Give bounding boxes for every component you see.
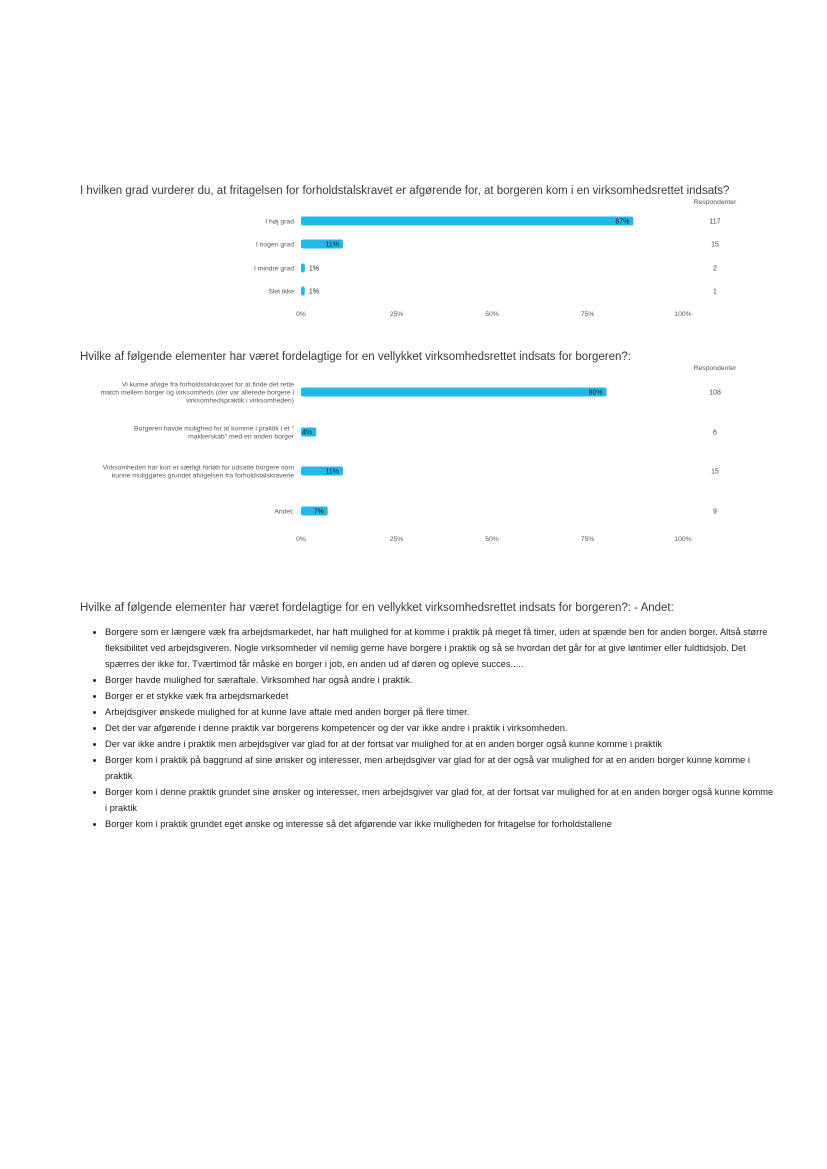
list-item: • Borger kom i praktik grundet eget ønske og interesse så det afgørende var ikke muligheden for fritagelse for forholdstallene [105,817,775,833]
chart2-respondents-2: 15 [711,468,719,476]
chart1-title: I hvilken grad vurderer du, at fritagelsen for forholdstalskravet er afgørende for, at borgeren kom i en virksomhedsrettet indsats? [80,185,730,197]
chart1-value-label-0: 87% [615,218,630,226]
list-item: • Borger kom i denne praktik grundet sine ønsker og interesser, men arbejdsgiver var glad for, at der fortsat var mulighed for at en anden borger også kunne komme i praktik [105,785,775,817]
chart1-category-label-3: Slet ikke [268,288,294,296]
chart1-value-label-2: 1% [308,265,319,273]
chart1-value-label-3: 1% [308,288,319,296]
chart1-xtick-2: 50% [485,311,499,318]
list-item: • Borger kom i praktik på baggrund af sine ønsker og interesser, men arbejdsgiver var glad for at der også var mulighed for at en anden borger kunne komme i praktik [105,753,775,785]
list-item: • Borgere som er længere væk fra arbejdsmarkedet, har haft mulighed for at komme i praktik på meget få timer, uden at spænde ben for anden borger. Altså større fleksibilitet ved arbejdsgiveren. Nogle virksomheder vil nemlig gerne have borgere i praktik og så se hvordan det går for at give løntimer eller fuldtidsjob. Det spærres der ikke for. Tværtimod får måske en borger i job, en anden ud af døren og oplevе succes..... [105,625,775,673]
chart1-respondents-3: 1 [713,288,717,296]
chart2-category-label-0: Vi kunne afvige fra forholdstalskravet for at finde det rette match mellem borger og virksomheds (der var allerede borgere i virksomhedspraktik i virksomheden) [100,381,294,405]
chart1-xtick-3: 75% [580,311,595,318]
chart2-respondents-0: 108 [709,389,721,397]
chart2-title: Hvilke af følgende elementer har været fordelagtige for en vellykket virksomhedsrettet indsats for borgeren?: [80,351,631,363]
chart2-value-label-3: 7% [313,508,324,516]
chart1-xtick-0: 0% [296,311,306,318]
list-item: • Det der var afgørende i denne praktik var borgerens kompetencer og der var ikke andre i praktik i virksomheden. [105,721,775,737]
chart2-bar-0 [301,388,607,397]
chart2-category-label-2: Virksomheden har kort et særligt forløb for udsatte borgere som kunne muliggøres grundet afvigelsen fra forholdstalskravene [102,464,294,480]
chart1-xtick-4: 100% [674,311,692,318]
chart1-respondents-0: 117 [709,218,721,226]
chart1-xtick-1: 25% [389,311,404,318]
chart1-respondents-header: Respondenter [693,199,737,206]
chart2-value-label-2: 11% [325,468,340,476]
chart1-respondents-2: 2 [713,265,717,273]
chart2-xtick-0: 0% [296,536,306,543]
chart1-category-label-2: I mindre grad [253,265,294,273]
chart2-value-label-0: 80% [588,389,603,397]
chart1-category-label-1: I nogen grad [255,241,294,249]
chart2-value-label-1: 4% [302,429,313,437]
chart2-xtick-3: 75% [580,536,595,543]
list-item: • Borger er et stykke væk fra arbejdsmarkedet [105,689,775,705]
chart2-respondents-header: Respondenter [693,365,737,372]
list-item: • Borger havde mulighed for særaftale. Virksomhed har også andre i praktik. [105,673,775,689]
chart2-category-label-3: Andet: [274,508,294,516]
other-answers-list [80,625,775,833]
chart2 [0,0,827,560]
chart2-xtick-4: 100% [674,536,692,543]
chart1-category-label-0: I høj grad [265,218,294,226]
list-item: • Der var ikke andre i praktik men arbejdsgiver var glad for at der fortsat var mulighed for at en anden borger også kunne komme i praktik [105,737,775,753]
chart2-category-label-1: Borgeren havde mulighed for at komme i praktik i et " makkerskab" med en anden borger [134,425,294,441]
chart1-respondents-1: 15 [711,241,719,249]
chart2-respondents-1: 6 [713,429,717,437]
chart2-respondents-3: 9 [713,508,717,516]
chart1-value-label-1: 11% [325,241,340,249]
list-item: • Arbejdsgiver ønskede mulighed for at kunne lave aftale med anden borger på flere timer. [105,705,775,721]
other-answers-title: Hvilke af følgende elementer har været fordelagtige for en vellykket virksomhedsrettet indsats for borgeren?: - Andet: [80,602,674,614]
chart2-xtick-1: 25% [389,536,404,543]
chart2-xtick-2: 50% [485,536,499,543]
